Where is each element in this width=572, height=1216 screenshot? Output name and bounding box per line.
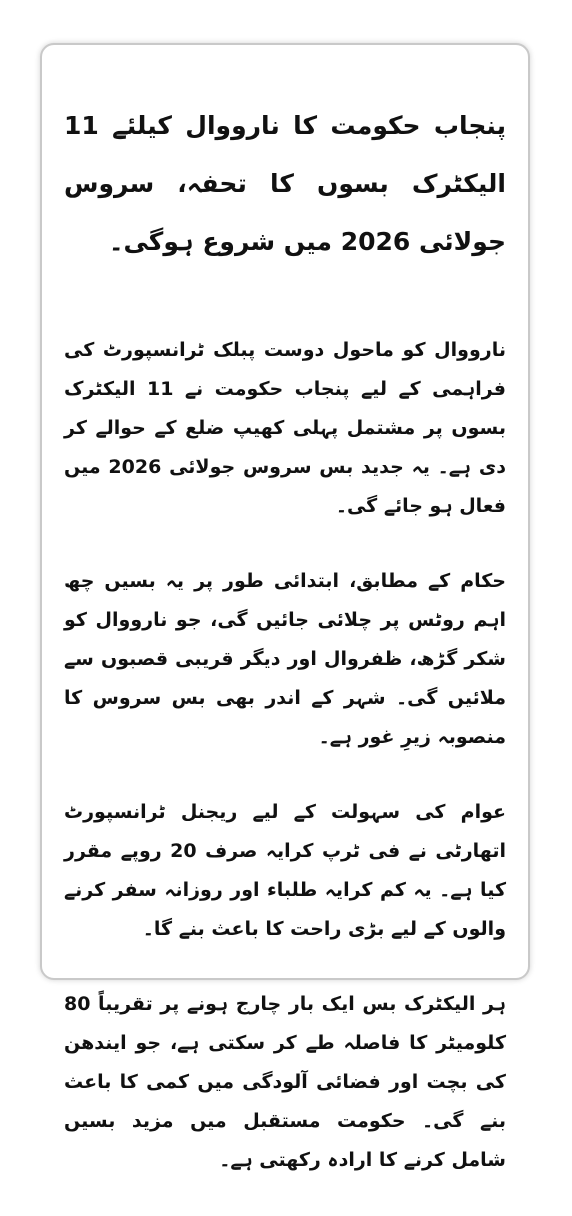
paragraph-3: عوام کی سہولت کے لیے ریجنل ٹرانسپورٹ اتھارٹی نے فی ٹرپ کرایہ صرف 20 روپے مقرر کیا ہے۔ یہ کم کرایہ طلباء اور روزانہ سفر کرنے والوں کے لیے بڑی راحت کا باعث بنے گا۔ — [64, 801, 506, 940]
paragraph-1: نارووال کو ماحول دوست پبلک ٹرانسپورٹ کی فراہمی کے لیے پنجاب حکومت نے 11 الیکٹرک بسوں پر مشتمل پہلی کھیپ ضلع کے حوالے کر دی ہے۔ یہ جدید بس سروس جولائی 2026 میں فعال ہو جائے گی۔ — [64, 339, 507, 517]
paragraph-2: حکام کے مطابق، ابتدائی طور پر یہ بسیں چھ اہم روٹس پر چلائی جائیں گی، جو نارووال کو شکر گڑھ، ظفروال اور دیگر قریبی قصبوں سے ملائیں گی۔ شہر کے اندر بھی بس سروس کا منصوبہ زیرِ غور ہے۔ — [64, 570, 506, 748]
article-headline: پنجاب حکومت کا نارووال کیلئے 11 الیکٹرک بسوں کا تحفہ، سروس جولائی 2026 میں شروع ہوگی۔ — [64, 111, 506, 256]
article-card — [40, 43, 530, 1171]
article-body — [64, 97, 506, 1216]
paragraph-4: ہر الیکٹرک بس ایک بار چارج ہونے پر تقریباً 80 کلومیٹر کا فاصلہ طے کر سکتی ہے، جو ایندھن کی بچت اور فضائی آلودگی میں کمی کا باعث بنے گی۔ حکومت مستقبل میں مزید بسیں شامل کرنے کا ارادہ رکھتی ہے۔ — [64, 993, 506, 1171]
